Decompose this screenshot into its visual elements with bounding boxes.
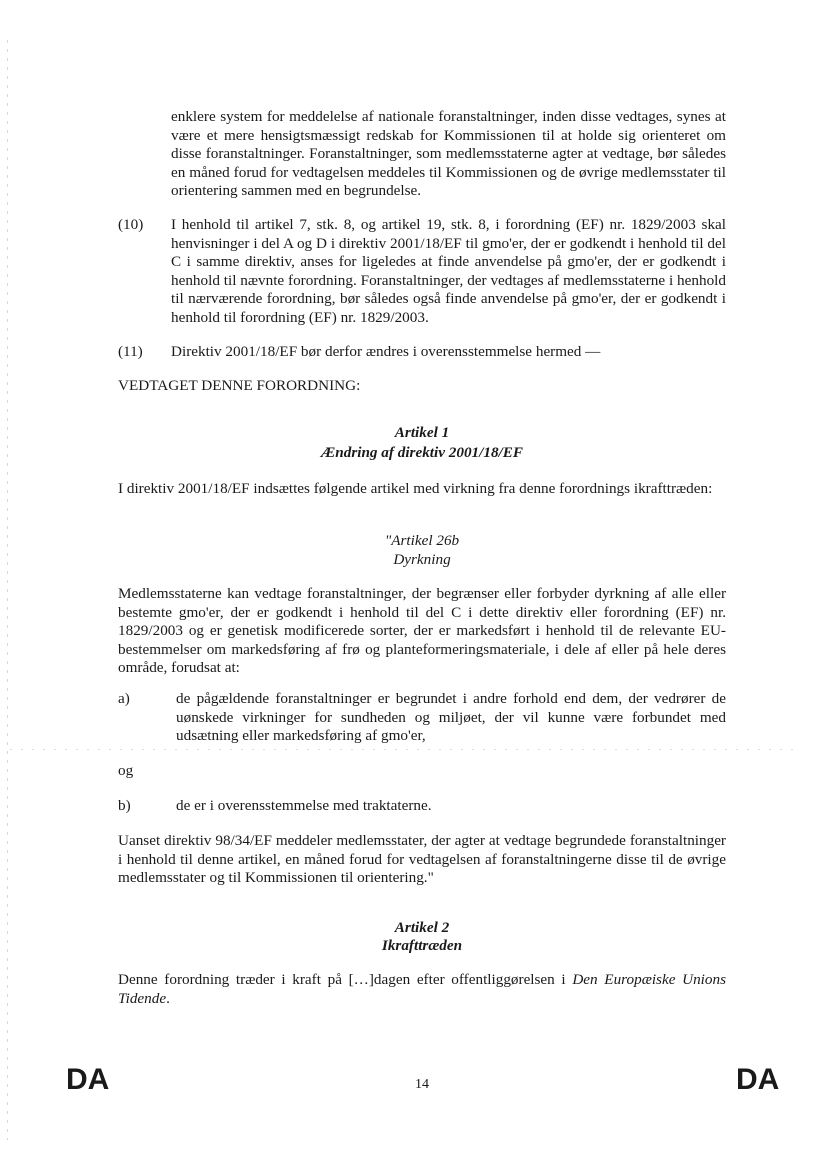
conjunction-og: og <box>118 762 134 779</box>
article-1-subtitle: Ændring af direktiv 2001/18/EF <box>320 444 524 461</box>
adopted-heading: VEDTAGET DENNE FORORDNING: <box>118 377 361 394</box>
scan-artifact-line <box>10 749 795 750</box>
item-a-label: a) <box>118 690 130 707</box>
recital-11-number: (11) <box>118 343 143 360</box>
item-b-text: de er i overensstemmelse med traktaterne. <box>176 797 432 814</box>
recital-10-number: (10) <box>118 216 144 233</box>
recital-11-text: Direktiv 2001/18/EF bør derfor ændres i overensstemmelse hermed — <box>171 343 601 360</box>
article-2-text-plain: Denne forordning træder i kraft på […]dagen efter offentliggørelsen i <box>118 971 573 988</box>
inserted-article-title: "Artikel 26b <box>384 532 460 549</box>
recital-10-text: I henhold til artikel 7, stk. 8, og artikel 19, stk. 8, i forordning (EF) nr. 1829/2003 skal henvisninger i del A og D i direktiv 2001/18/EF til gmo'er, der er godkendt i henhold til del C i samme direktiv, anses for ligeledes at finde anvendelse på gmo'er, der er godkendt i henhold til nævnte forordning. Foranstaltninger, der vedtages af medlemsstaterne i henhold til nærværende forordning, bør således også finde anvendelse på gmo'er, der er godkendt i henhold til forordning (EF) nr. 1829/2003. <box>171 216 726 326</box>
article-26b-paragraph-2: Uanset direktiv 98/34/EF meddeler medlemsstater, der agter at vedtage begrundede foranstaltninger i henhold til denne artikel, en måned forud for vedtagelsen af foranstaltningerne disse til de øvrige medlemsstater og til Kommissionen til orientering." <box>118 832 726 887</box>
article-2-text <box>118 971 726 1008</box>
scan-edge-line <box>7 40 8 1140</box>
article-1-intro: I direktiv 2001/18/EF indsættes følgende artikel med virkning fra denne forordnings ikrafttræden: <box>118 480 713 497</box>
item-b-label: b) <box>118 797 131 814</box>
article-2-text-end: . <box>166 989 170 1007</box>
article-26b-paragraph-1: Medlemsstaterne kan vedtage foranstaltninger, der begrænser eller forbyder dyrkning af alle eller bestemte gmo'er, der er godkendt i henhold til del C i dette direktiv eller forordning (EF) nr. 1829/2003 og er genetisk modificerede sorter, der er markedsført i henhold til de relevante EU-bestemmelser om markedsføring af frø og planteformeringsmateriale, i dele af eller på hele deres område, forudsat at: <box>118 585 726 677</box>
language-tag-right: DA <box>736 1063 780 1096</box>
language-tag-left: DA <box>66 1063 110 1096</box>
page-number: 14 <box>415 1077 429 1092</box>
article-2-journal-name: Den Europæiske Unions Tidende <box>118 971 726 1007</box>
article-2-title: Artikel 2 <box>394 919 450 936</box>
recital-9-continuation: enklere system for meddelelse af nationale foranstaltninger, inden disse vedtages, synes at være et mere hensigtsmæssigt redskab for Kommissionen til at holde sig orienteret om disse foranstaltninger. Foranstaltninger, som medlemsstaterne agter at vedtage, bør således en måned forud for vedtagelsen meddeles til Kommissionen og de øvrige medlemsstater til orientering sammen med en begrundelse. <box>171 108 726 200</box>
inserted-article-subtitle: Dyrkning <box>393 551 451 568</box>
item-a-text: de pågældende foranstaltninger er begrundet i andre forhold end dem, der vedrører de uønskede virkninger for sundheden og miljøet, der vil kunne være forbundet med udsætning eller markedsføring af gmo'er, <box>176 690 726 745</box>
article-2-subtitle: Ikrafttræden <box>381 937 463 954</box>
article-1-title: Artikel 1 <box>394 424 450 441</box>
